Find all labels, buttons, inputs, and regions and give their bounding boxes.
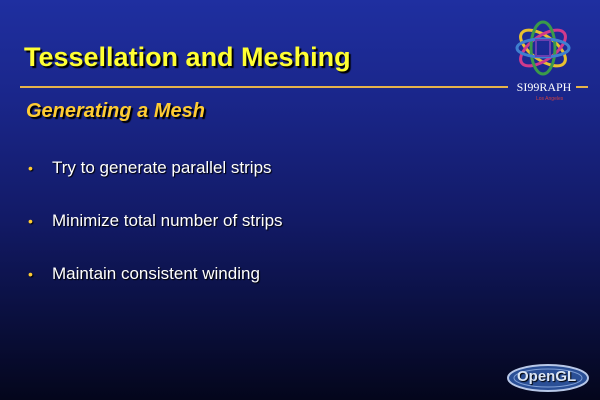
bullet-item	[28, 157, 283, 210]
siggraph-logo	[506, 16, 592, 104]
slide-title: Tessellation and Meshing	[24, 42, 351, 72]
bullet-icon: •	[28, 213, 33, 229]
opengl-wordmark: OpenGL	[517, 368, 577, 385]
bullet-text: Maintain consistent winding	[52, 264, 260, 283]
bullet-item	[28, 263, 283, 316]
siggraph-rings-icon	[512, 16, 574, 82]
slide-subtitle: Generating a Mesh	[26, 100, 205, 122]
bullet-icon: •	[28, 266, 33, 282]
bullet-text: Minimize total number of strips	[52, 211, 283, 230]
bullet-icon: •	[28, 160, 33, 176]
bullet-list	[28, 157, 283, 316]
bullet-item	[28, 210, 283, 263]
opengl-logo	[505, 362, 591, 394]
bullet-text: Try to generate parallel strips	[52, 158, 272, 177]
siggraph-location: Los Angeles	[536, 96, 564, 102]
title-divider	[20, 86, 508, 88]
siggraph-wordmark: SI99RAPH	[516, 80, 572, 94]
